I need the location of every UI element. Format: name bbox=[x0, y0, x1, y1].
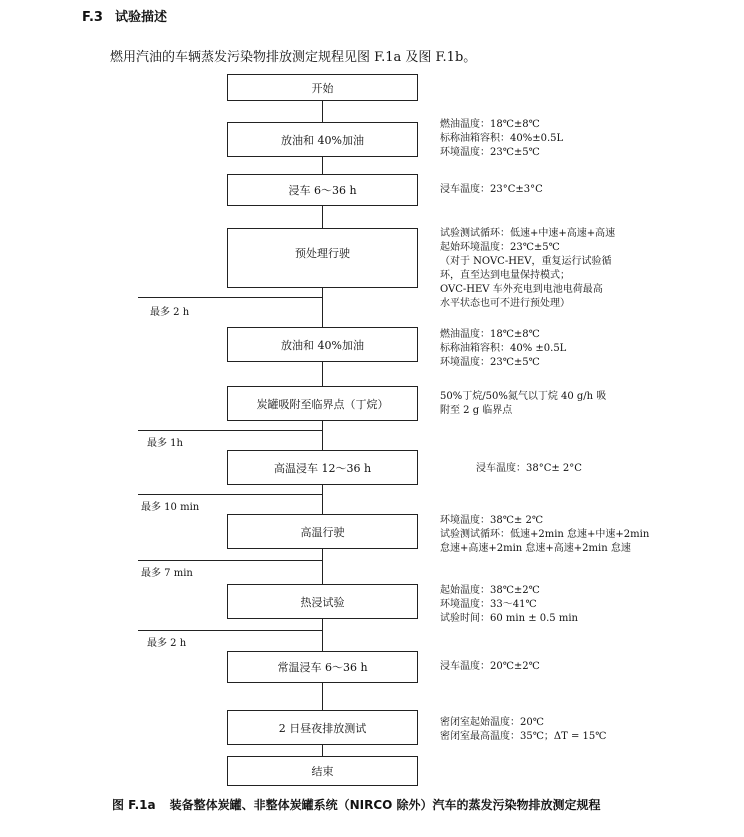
note-line: 试验测试循环：低速+中速+高速+高速 bbox=[440, 228, 616, 239]
limit-line bbox=[138, 560, 322, 561]
step-diurnal-test bbox=[227, 710, 418, 745]
limit-label: 最多 2 h bbox=[150, 307, 190, 318]
step-notes bbox=[440, 328, 566, 370]
note-line: 密闭室最高温度：35℃；ΔT = 15℃ bbox=[440, 731, 607, 742]
limit-line bbox=[138, 430, 322, 431]
note-line: 起始温度：38℃±2℃ bbox=[440, 585, 540, 596]
step-label: 放油和 40%加油 bbox=[281, 133, 364, 147]
step-drain-refuel-2 bbox=[227, 327, 418, 362]
note-line: 环境温度：23℃±5℃ bbox=[440, 147, 540, 158]
note-line: 燃油温度：18℃±8℃ bbox=[440, 119, 540, 130]
step-label: 常温浸车 6～36 h bbox=[277, 661, 368, 674]
step-canister-loading bbox=[227, 386, 418, 421]
note-line: 50%丁烷/50%氮气以丁烷 40 g/h 吸 bbox=[440, 391, 607, 402]
limit-line bbox=[138, 297, 322, 298]
intro-paragraph: 燃用汽油的车辆蒸发污染物排放测定规程见图 F.1a 及图 F.1b。 bbox=[110, 50, 477, 65]
step-hot-drive bbox=[227, 514, 418, 549]
limit-label: 最多 7 min bbox=[141, 568, 193, 579]
note-line: 环境温度：33～41℃ bbox=[440, 599, 537, 610]
step-preconditioning-drive bbox=[227, 228, 418, 288]
step-soak bbox=[227, 174, 418, 206]
note-line: OVC-HEV 车外充电到电池电荷最高 bbox=[440, 284, 603, 295]
figure-title: 装备整体炭罐、非整体炭罐系统（NIRCO 除外）汽车的蒸发污染物排放测定规程 bbox=[169, 798, 601, 812]
section-title: 试验描述 bbox=[114, 10, 167, 25]
step-label: 预处理行驶 bbox=[295, 247, 350, 260]
limit-line bbox=[138, 494, 322, 495]
note-line: 浸车温度：38°C± 2°C bbox=[476, 463, 582, 474]
limit-label: 最多 2 h bbox=[147, 638, 187, 649]
step-label: 结束 bbox=[311, 765, 334, 778]
step-notes bbox=[440, 514, 649, 556]
figure-number: 图 F.1a bbox=[112, 798, 156, 812]
note-line: 试验时间：60 min ± 0.5 min bbox=[440, 613, 578, 624]
note-line: 起始环境温度：23℃±5℃ bbox=[440, 242, 560, 253]
step-notes bbox=[440, 118, 563, 160]
note-line: 浸车温度：23°C±3°C bbox=[440, 184, 543, 195]
note-line: 燃油温度：18℃±8℃ bbox=[440, 329, 540, 340]
step-hot-soak-vehicle bbox=[227, 450, 418, 485]
section-number: F.3 bbox=[82, 10, 103, 25]
step-notes bbox=[440, 584, 578, 626]
note-line: 水平状态也可不进行预处理） bbox=[440, 298, 570, 309]
note-line: 浸车温度：20℃±2℃ bbox=[440, 661, 540, 672]
note-line: 怠速+高速+2min 怠速+高速+2min 怠速 bbox=[440, 543, 631, 554]
step-label: 开始 bbox=[311, 81, 334, 95]
step-start bbox=[227, 74, 418, 101]
step-hot-soak-test bbox=[227, 584, 418, 619]
note-line: 密闭室起始温度：20℃ bbox=[440, 717, 544, 728]
step-ambient-soak bbox=[227, 651, 418, 683]
step-notes bbox=[476, 462, 582, 476]
step-label: 热浸试验 bbox=[300, 595, 345, 609]
step-label: 放油和 40%加油 bbox=[281, 338, 364, 352]
step-notes bbox=[440, 390, 606, 418]
note-line: 标称油箱容积：40%±0.5L bbox=[440, 133, 564, 144]
step-drain-refuel-1 bbox=[227, 122, 418, 157]
step-notes bbox=[440, 660, 540, 674]
limit-line bbox=[138, 630, 322, 631]
step-label: 高温行驶 bbox=[300, 525, 345, 539]
limit-label: 最多 1h bbox=[147, 438, 183, 449]
note-line: 环境温度：38℃± 2℃ bbox=[440, 515, 544, 526]
note-line: （对于 NOVC-HEV，重复运行试验循 bbox=[440, 256, 612, 267]
note-line: 环境温度：23℃±5℃ bbox=[440, 357, 540, 368]
note-line: 试验测试循环：低速+2min 怠速+中速+2min bbox=[440, 529, 650, 540]
note-line: 环，直至达到电量保持模式； bbox=[440, 270, 570, 281]
step-notes bbox=[440, 716, 606, 744]
limit-label: 最多 10 min bbox=[141, 502, 200, 513]
note-line: 附至 2 g 临界点 bbox=[440, 405, 513, 416]
step-label: 浸车 6～36 h bbox=[288, 184, 357, 197]
step-notes bbox=[440, 183, 543, 197]
step-end bbox=[227, 756, 418, 786]
step-notes bbox=[440, 227, 615, 311]
note-line: 标称油箱容积：40% ±0.5L bbox=[440, 343, 567, 354]
step-label: 2 日昼夜排放测试 bbox=[278, 721, 367, 735]
figure-caption bbox=[112, 796, 601, 813]
step-label: 高温浸车 12～36 h bbox=[273, 461, 372, 475]
step-label: 炭罐吸附至临界点（丁烷） bbox=[256, 397, 389, 411]
